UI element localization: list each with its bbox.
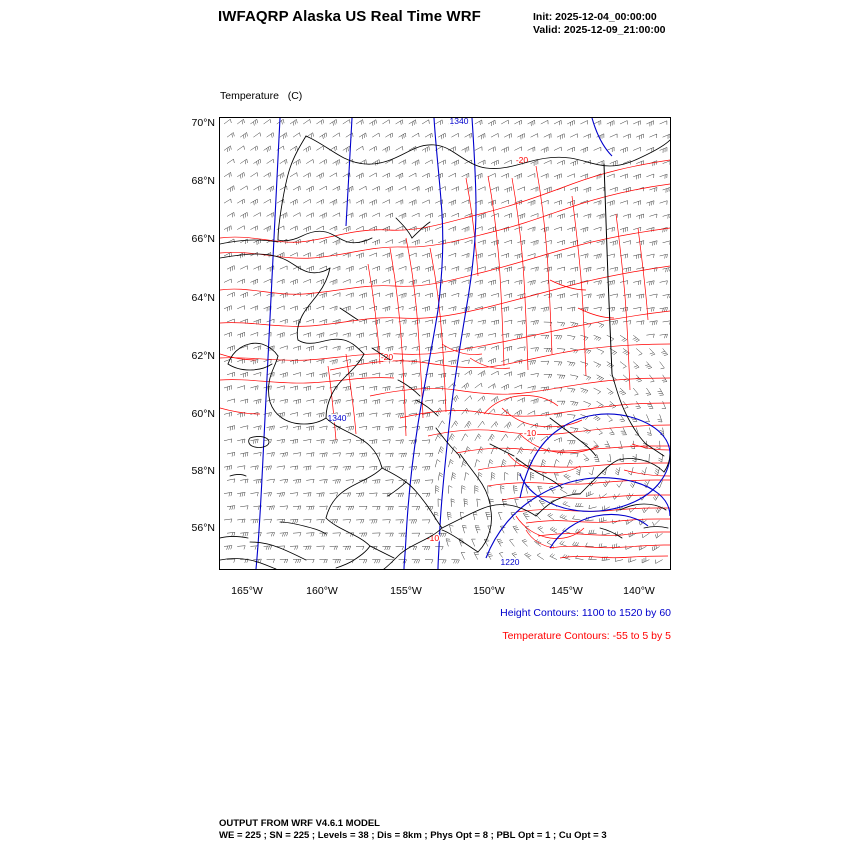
height-label-1220-a: 1220 [500,557,520,567]
temp-label-20-a: -20 [380,352,394,362]
height-label-1340-a: 1340 [449,118,469,126]
x-axis-labels [219,585,671,601]
temperature-contour-legend: Temperature Contours: -55 to 5 by 5 [502,630,671,642]
wind-barb-layer [224,119,670,563]
map-svg [220,118,670,569]
x-tick-160w: 160°W [306,585,338,597]
temp-label-10-a: -10 [523,428,537,438]
y-tick-70n: 70°N [191,117,215,129]
y-tick-60n: 60°N [191,408,215,420]
init-valid-block [533,11,666,37]
y-tick-58n: 58°N [191,465,215,477]
units-temperature: Temperature (C) [220,89,303,102]
map-plot-area [219,117,671,570]
init-time: Init: 2025-12-04_00:00:00 [533,11,657,23]
page-title: IWFAQRP Alaska US Real Time WRF [218,8,481,25]
valid-time: Valid: 2025-12-09_21:00:00 [533,24,666,36]
temperature-contour-layer [220,160,670,558]
temp-label-20-b: -20 [515,155,529,165]
y-tick-66n: 66°N [191,233,215,245]
y-tick-64n: 64°N [191,292,215,304]
x-tick-155w: 155°W [390,585,422,597]
coastline-layer [220,136,670,569]
height-label-1340-b: 1340 [327,413,347,423]
y-tick-56n: 56°N [191,522,215,534]
y-tick-68n: 68°N [191,175,215,187]
x-tick-150w: 150°W [473,585,505,597]
x-tick-140w: 140°W [623,585,655,597]
x-tick-145w: 145°W [551,585,583,597]
height-contour-layer [256,118,670,569]
y-tick-62n: 62°N [191,350,215,362]
footer-line-2: WE = 225 ; SN = 225 ; Levels = 38 ; Dis = 8km ; Phys Opt = 8 ; PBL Opt = 1 ; Cu Opt = 3 [219,830,607,841]
model-output-footer [219,818,607,842]
height-contour-legend: Height Contours: 1100 to 1520 by 60 [500,607,671,619]
footer-line-1: OUTPUT FROM WRF V4.6.1 MODEL [219,818,380,829]
x-tick-165w: 165°W [231,585,263,597]
y-axis-labels [170,117,215,570]
temp-label-10-b: -10 [426,533,440,543]
